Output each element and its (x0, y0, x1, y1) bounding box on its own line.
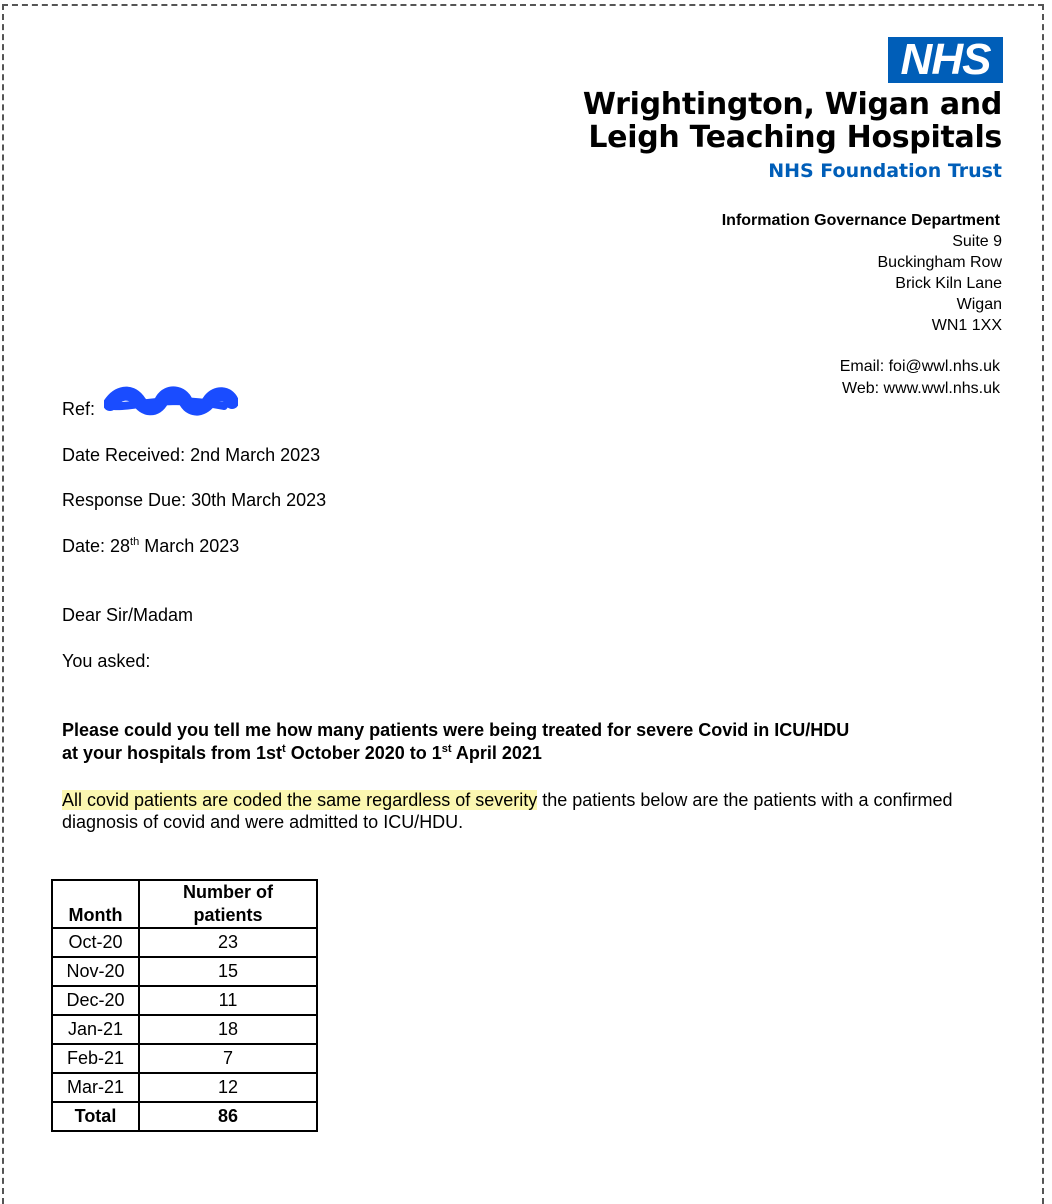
address-line: Wigan (956, 296, 1002, 313)
question-text: April 2021 (451, 743, 542, 763)
total-value: 86 (139, 1102, 317, 1131)
header-patients (139, 880, 317, 928)
cell-patients: 11 (139, 986, 317, 1015)
highlighted-text: All covid patients are coded the same regardless of severity (62, 790, 538, 810)
cell-month: Dec-20 (52, 986, 139, 1015)
question-text: October 2020 to 1 (285, 743, 442, 763)
date-prefix: Date: 28 (62, 536, 131, 556)
table-row (52, 928, 317, 957)
cell-month: Nov-20 (52, 957, 139, 986)
address-line: WN1 1XX (931, 317, 1002, 334)
header-patients-line2: patients (193, 905, 263, 925)
trust-name-line2: Leigh Teaching Hospitals (588, 120, 1002, 155)
nhs-logo: NHS (888, 37, 1003, 83)
header-patients-line1: Number of (183, 882, 273, 902)
table-row (52, 1044, 317, 1073)
foi-answer (62, 789, 992, 833)
trust-subtitle: NHS Foundation Trust (768, 160, 1002, 182)
table-row (52, 1015, 317, 1044)
contact-email: Email: foi@wwl.nhs.uk (839, 358, 1000, 375)
address-line: Buckingham Row (877, 254, 1002, 271)
total-label: Total (52, 1102, 139, 1131)
date-suffix: March 2023 (139, 536, 240, 556)
table-row (52, 986, 317, 1015)
ref-label: Ref: (62, 399, 96, 419)
redaction-scribble (104, 386, 238, 416)
letter-date (62, 535, 239, 557)
foi-question (62, 719, 849, 765)
cell-patients: 15 (139, 957, 317, 986)
cell-patients: 12 (139, 1073, 317, 1102)
cell-month: Jan-21 (52, 1015, 139, 1044)
trust-name (583, 88, 1002, 154)
date-superscript: th (130, 536, 140, 548)
address-block (722, 210, 1002, 336)
cell-patients: 18 (139, 1015, 317, 1044)
address-line: Suite 9 (952, 233, 1002, 250)
question-superscript: t (282, 743, 286, 755)
address-line: Brick Kiln Lane (895, 275, 1002, 292)
you-asked: You asked: (62, 651, 151, 671)
salutation: Dear Sir/Madam (62, 605, 194, 625)
trust-name-line1: Wrightington, Wigan and (582, 87, 1002, 122)
table-row (52, 1073, 317, 1102)
contact-web: Web: www.wwl.nhs.uk (842, 380, 1000, 397)
table-header-row (52, 880, 317, 928)
cell-patients: 7 (139, 1044, 317, 1073)
cell-patients: 23 (139, 928, 317, 957)
question-line2 (62, 742, 849, 765)
cell-month: Mar-21 (52, 1073, 139, 1102)
question-line1: Please could you tell me how many patients were being treated for severe Covid in ICU/HDU (62, 720, 850, 740)
table-total-row (52, 1102, 317, 1131)
cell-month: Oct-20 (52, 928, 139, 957)
question-superscript: st (441, 743, 452, 755)
table-row (52, 957, 317, 986)
header-month: Month (52, 880, 139, 928)
cell-month: Feb-21 (52, 1044, 139, 1073)
patients-table (51, 879, 318, 1132)
contact-block (840, 356, 1000, 400)
department-name: Information Governance Department (721, 212, 1000, 229)
question-text: at your hospitals from 1st (62, 743, 283, 763)
date-received: Date Received: 2nd March 2023 (62, 445, 321, 465)
ref-line (62, 398, 95, 420)
answer-text: the patients below are the patients with a confirmed diagnosis of covid and were admitted to ICU/HDU. (62, 790, 953, 832)
response-due: Response Due: 30th March 2023 (62, 490, 327, 510)
